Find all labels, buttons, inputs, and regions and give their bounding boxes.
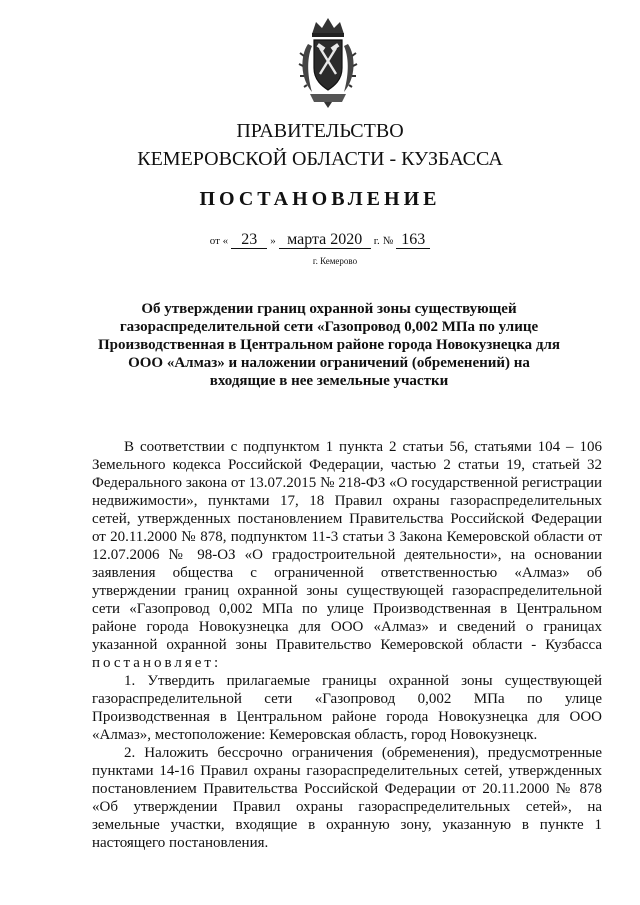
date-year-suffix: г. [373, 235, 380, 247]
org-name-line1: ПРАВИТЕЛЬСТВО [236, 120, 404, 142]
number-sign: № [382, 235, 394, 247]
paragraph-item-2: 2. Наложить бессрочно ограничения (обременения), предусмотренные пунктами 14-16 Правил охраны газораспределительных сетей, утвержденных постановлением Правительства Российской Федерации от 20.11.2000 № 878 «Об утверждении Правил охраны газораспределительных сетей», на земельные участки, входящие в охранную зону, указанную в пункте 1 настоящего постановления. [92, 745, 602, 851]
date-day: 23 [231, 232, 267, 249]
city: г. Кемерово [312, 256, 358, 266]
paragraph-item-1: 1. Утвердить прилагаемые границы охранной зоны существующей газораспределительной сети «Газопровод 0,002 МПа по улице Производственная в Центральном районе города Новокузнецка для ООО «Алмаз», местоположение: Кемеровская область, город Новокузнецк. [92, 673, 602, 743]
document-body [92, 438, 602, 852]
date-month-year: марта 2020 [279, 232, 371, 249]
org-name-line2: КЕМЕРОВСКОЙ ОБЛАСТИ - КУЗБАССА [137, 148, 503, 170]
resolves-word: постановляет: [92, 655, 222, 671]
coat-of-arms-icon [298, 16, 358, 108]
document-type: ПОСТАНОВЛЕНИЕ [199, 188, 441, 210]
document-title: Об утверждении границ охранной зоны существующей газораспределительной сети «Газопровод 0,002 МПа по улице Производственная в Центральном районе города Новокузнецка для ООО «Алмаз» и наложении ограничений (обременений) на входящие в нее земельные участки [98, 301, 560, 389]
date-prefix: от « [209, 235, 229, 247]
paragraph-preamble [92, 438, 602, 672]
date-mid: » [270, 235, 276, 247]
preamble-text: В соответствии с подпунктом 1 пункта 2 статьи 56, статьями 104 – 106 Земельного кодекса Российской Федерации, частью 2 статьи 19, статьей 32 Федерального закона от 13.07.2015 № 218-ФЗ «О государственной регистрации недвижимости», пунктами 17, 18 Правил охраны газораспределительных сетей, утвержденных постановлением Правительства Российской Федерации от 20.11.2000 № 878, подпунктом 11-3 статьи 3 Закона Кемеровской области от 12.07.2006 № 98-ОЗ «О градостроительной деятельности», на основании заявления общества с ограниченной ответственностью «Алмаз» об утверждении границ охранной зоны существующей газораспределительной сети «Газопровод 0,002 МПа по улице Производственная в Центральном районе города Новокузнецка для ООО «Алмаз» и сведений о границах указанной охранной зоны Правительство Кемеровской области - Кузбасса [92, 439, 602, 653]
date-line [0, 232, 640, 249]
document-number: 163 [396, 232, 430, 249]
